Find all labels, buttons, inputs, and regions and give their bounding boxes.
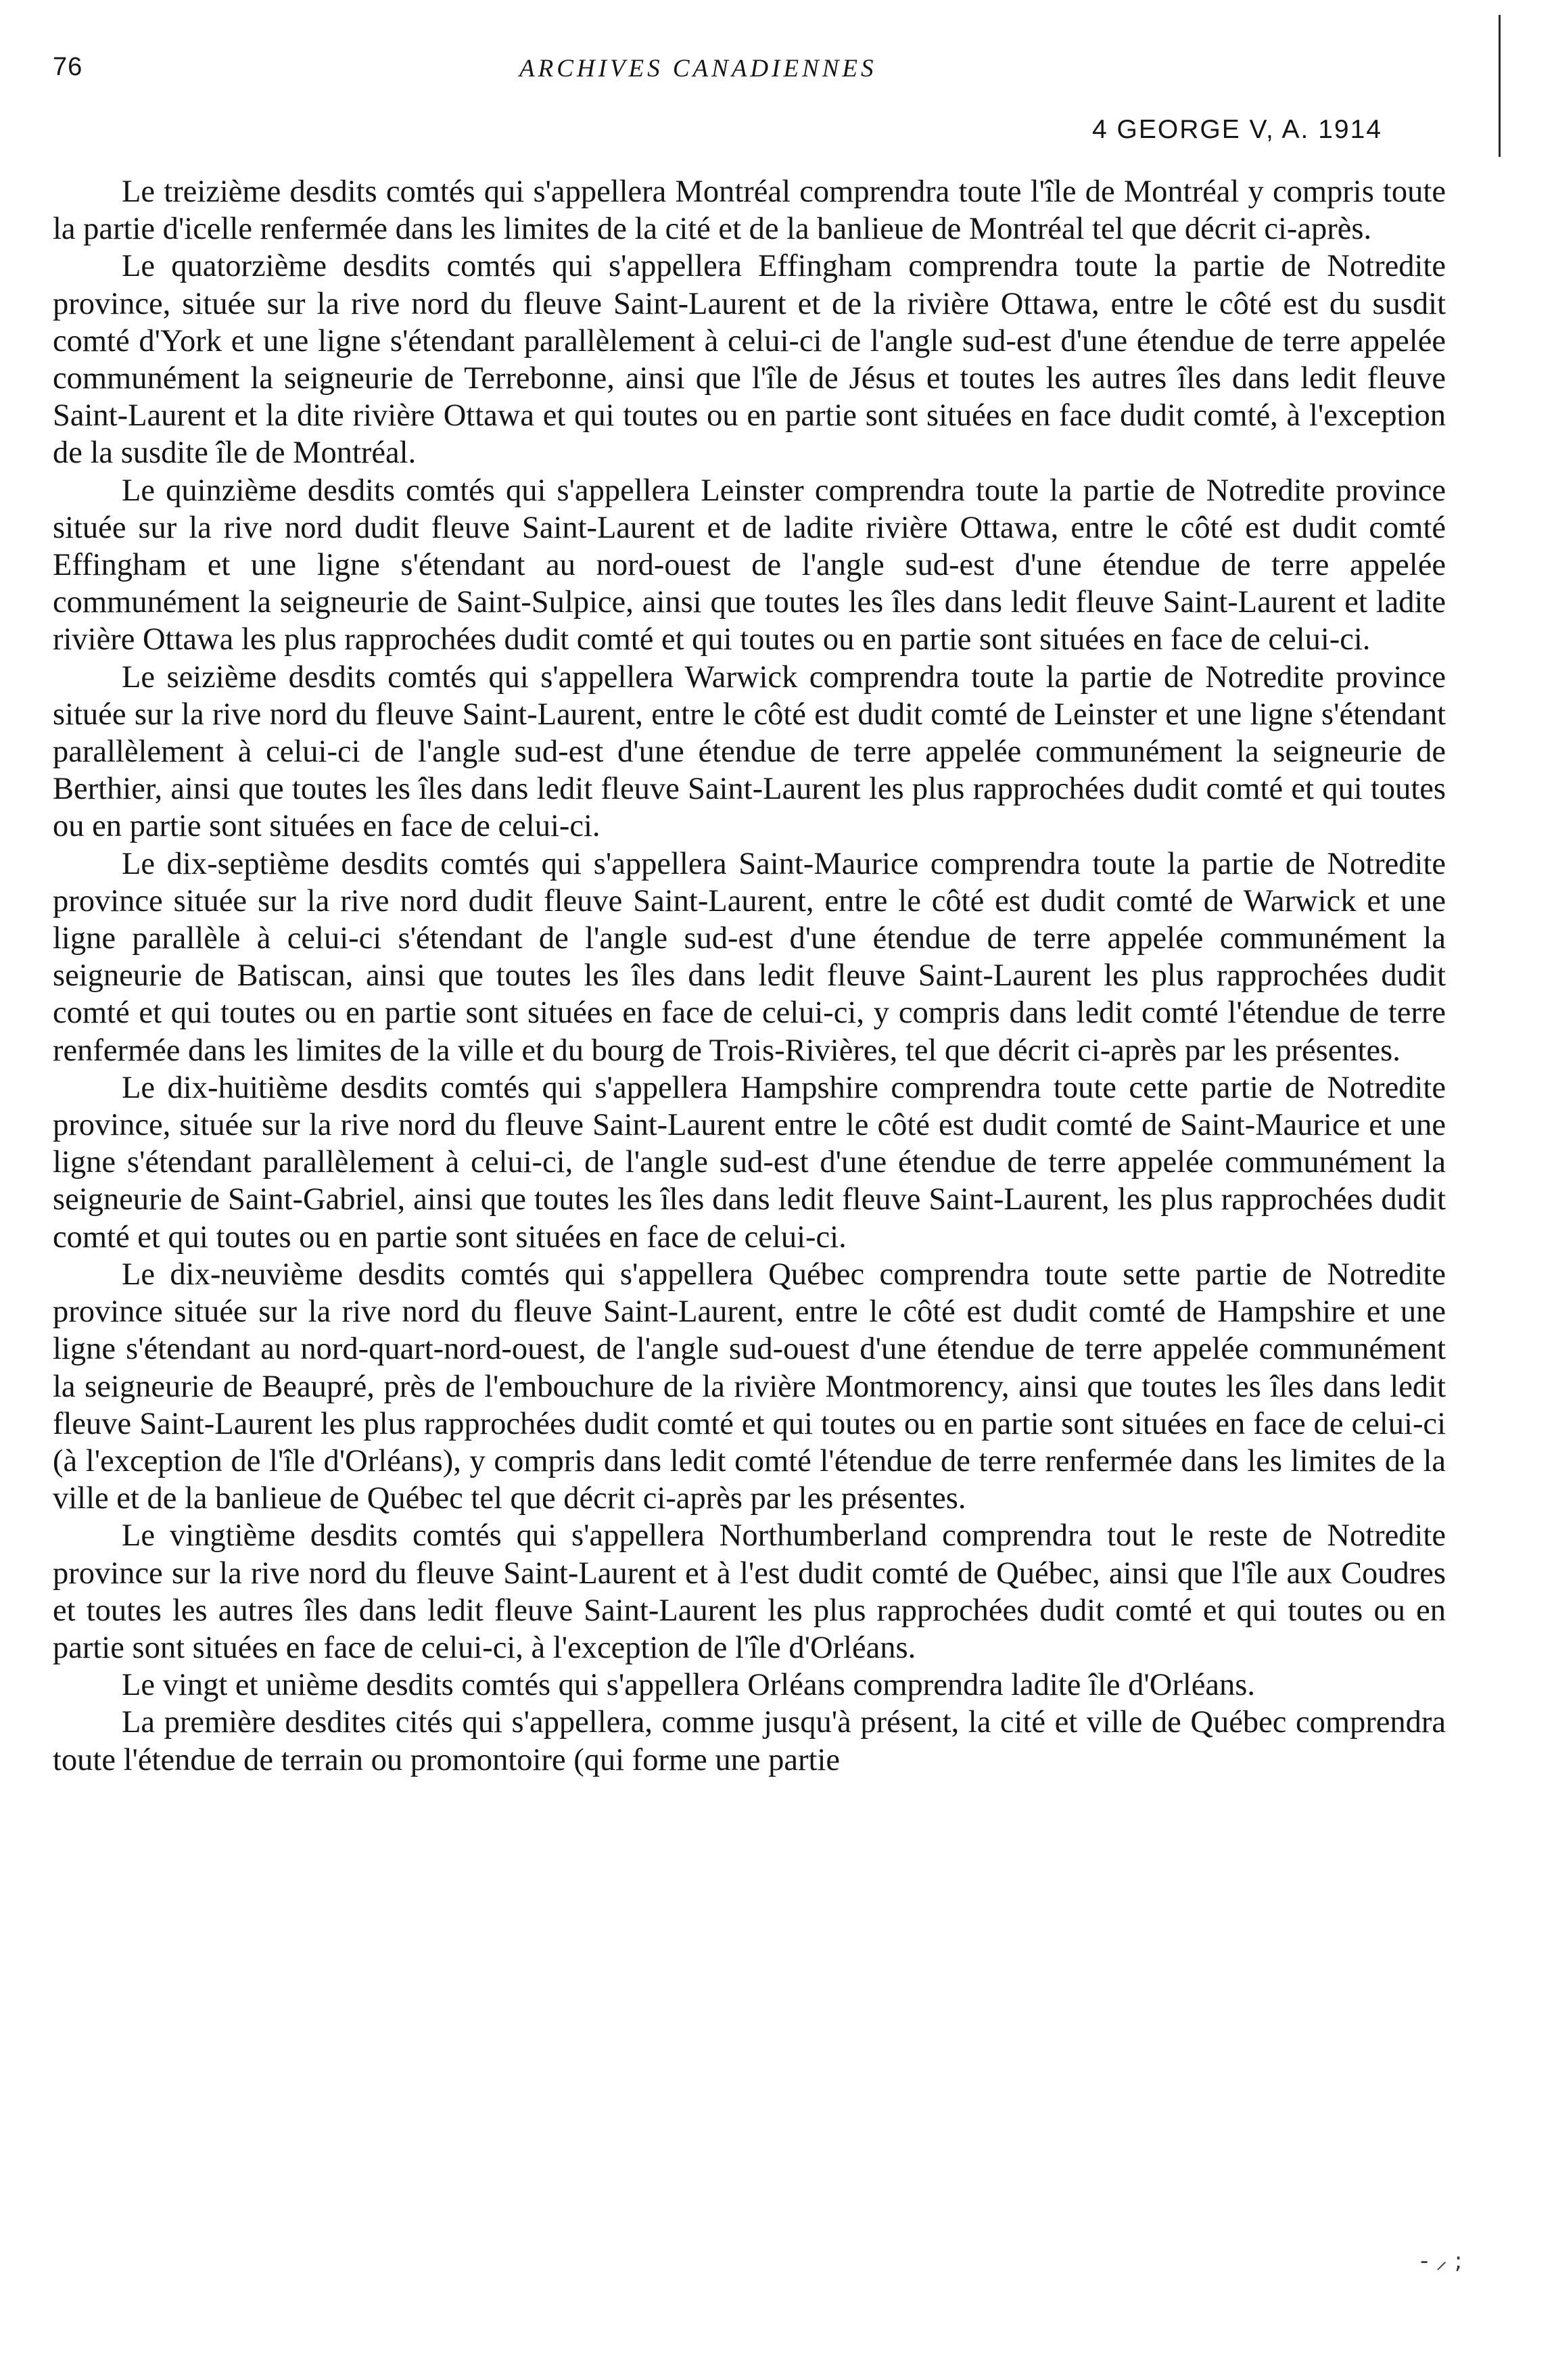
margin-rule bbox=[1499, 15, 1501, 157]
body-text bbox=[53, 173, 1446, 1779]
paragraph-effingham: Le quatorzième desdits comtés qui s'appellera Effingham comprendra toute la partie de Notredite province, située sur la rive nord du fleuve Saint-Laurent et de la rivière Ottawa, entre le côté est du susdit comté d'York et une ligne s'étendant parallèlement à celui-ci de l'angle sud-est d'une étendue de terre appelée communément la seigneurie de Terrebonne, ainsi que l'île de Jésus et toutes les autres îles dans ledit fleuve Saint-Laurent et la dite rivière Ottawa et qui toutes ou en partie sont situées en face dudit comté, à l'exception de la susdite île de Montréal. bbox=[53, 249, 1446, 471]
running-title: ARCHIVES CANADIENNES bbox=[519, 55, 877, 83]
paragraph-northumberland: Le vingtième desdits comtés qui s'appellera Northumberland comprendra tout le reste de Notredite province sur la rive nord du fleuve Saint-Laurent et à l'est dudit comté de Québec, ainsi que l'île aux Coudres et toutes les autres îles dans ledit fleuve Saint-Laurent les plus rapprochées dudit comté et qui toutes ou en partie sont situées en face de celui-ci, à l'exception de l'île d'Orléans. bbox=[53, 1518, 1446, 1665]
paragraph-quebec: Le dix-neuvième desdits comtés qui s'appellera Québec comprendra toute sette partie de Notredite province située sur la rive nord du fleuve Saint-Laurent, entre le côté est dudit comté de Hampshire et une ligne s'étendant au nord-quart-nord-ouest, de l'angle sud-ouest d'une étendue de terre appelée communément la seigneurie de Beaupré, près de l'embouchure de la rivière Montmorency, ainsi que toutes les îles dans ledit fleuve Saint-Laurent les plus rapprochées dudit comté et qui toutes ou en partie sont situées en face de celui-ci (à l'exception de l'île d'Orléans), y compris dans ledit comté l'étendue de terre renfermée dans les limites de la ville et de la banlieue de Québec tel que décrit ci-après par les présentes. bbox=[53, 1257, 1446, 1516]
margin-specks: - ⸝ ; bbox=[1420, 2247, 1463, 2274]
page-header bbox=[53, 53, 1446, 100]
paragraph-montreal: Le treizième desdits comtés qui s'appellera Montréal comprendra toute l'île de Montréal y compris toute la partie d'icelle renfermée dans les limites de la cité et de la banlieue de Montréal tel que décrit ci-après. bbox=[53, 174, 1446, 247]
paragraph-warwick: Le seizième desdits comtés qui s'appellera Warwick comprendra toute la partie de Notredite province située sur la rive nord du fleuve Saint-Laurent, entre le côté est dudit comté de Leinster et une ligne s'étendant parallèlement à celui-ci de l'angle sud-est d'une étendue de terre appelée communément la seigneurie de Berthier, ainsi que toutes les îles dans ledit fleuve Saint-Laurent les plus rapprochées dudit comté et qui toutes ou en partie sont situées en face de celui-ci. bbox=[53, 659, 1446, 844]
paragraph-orleans: Le vingt et unième desdits comtés qui s'appellera Orléans comprendra ladite île d'Orléans. bbox=[122, 1668, 1255, 1703]
paragraph-hampshire: Le dix-huitième desdits comtés qui s'appellera Hampshire comprendra toute cette partie de Notredite province, située sur la rive nord du fleuve Saint-Laurent entre le côté est dudit comté de Saint-Maurice et une ligne s'étendant parallèlement à celui-ci, de l'angle sud-est d'une étendue de terre appelée communément la seigneurie de Saint-Gabriel, ainsi que toutes les îles dans ledit fleuve Saint-Laurent, les plus rapprochées dudit comté et qui toutes ou en partie sont situées en face de celui-ci. bbox=[53, 1070, 1446, 1255]
paragraph-saint-maurice: Le dix-septième desdits comtés qui s'appellera Saint-Maurice comprendra toute la partie de Notredite province située sur la rive nord dudit fleuve Saint-Laurent, entre le côté est dudit comté de Warwick et une ligne parallèle à celui-ci s'étendant de l'angle sud-est d'une étendue de terre appelée communément la seigneurie de Batiscan, ainsi que toutes les îles dans ledit fleuve Saint-Laurent les plus rapprochées dudit comté et qui toutes ou en partie sont situées en face de celui-ci, y compris dans ledit comté l'étendue de terre renfermée dans les limites de la ville et du bourg de Trois-Rivières, tel que décrit ci-après par les présentes. bbox=[53, 846, 1446, 1068]
page-number: 76 bbox=[53, 53, 83, 81]
paragraph-leinster: Le quinzième desdits comtés qui s'appellera Leinster comprendra toute la partie de Notredite province située sur la rive nord dudit fleuve Saint-Laurent et de ladite rivière Ottawa, entre le côté est dudit comté Effingham et une ligne s'étendant au nord-ouest de l'angle sud-est d'une étendue de terre appelée communément la seigneurie de Saint-Sulpice, ainsi que toutes les îles dans ledit fleuve Saint-Laurent et ladite rivière Ottawa les plus rapprochées dudit comté et qui toutes ou en partie sont situées en face de celui-ci. bbox=[53, 473, 1446, 657]
session-reference: 4 GEORGE V, A. 1914 bbox=[1092, 115, 1382, 144]
paragraph-cite-de-quebec: La première desdites cités qui s'appellera, comme jusqu'à présent, la cité et ville de Québec comprendra toute l'étendue de terrain ou promontoire (qui forme une partie bbox=[53, 1705, 1446, 1777]
